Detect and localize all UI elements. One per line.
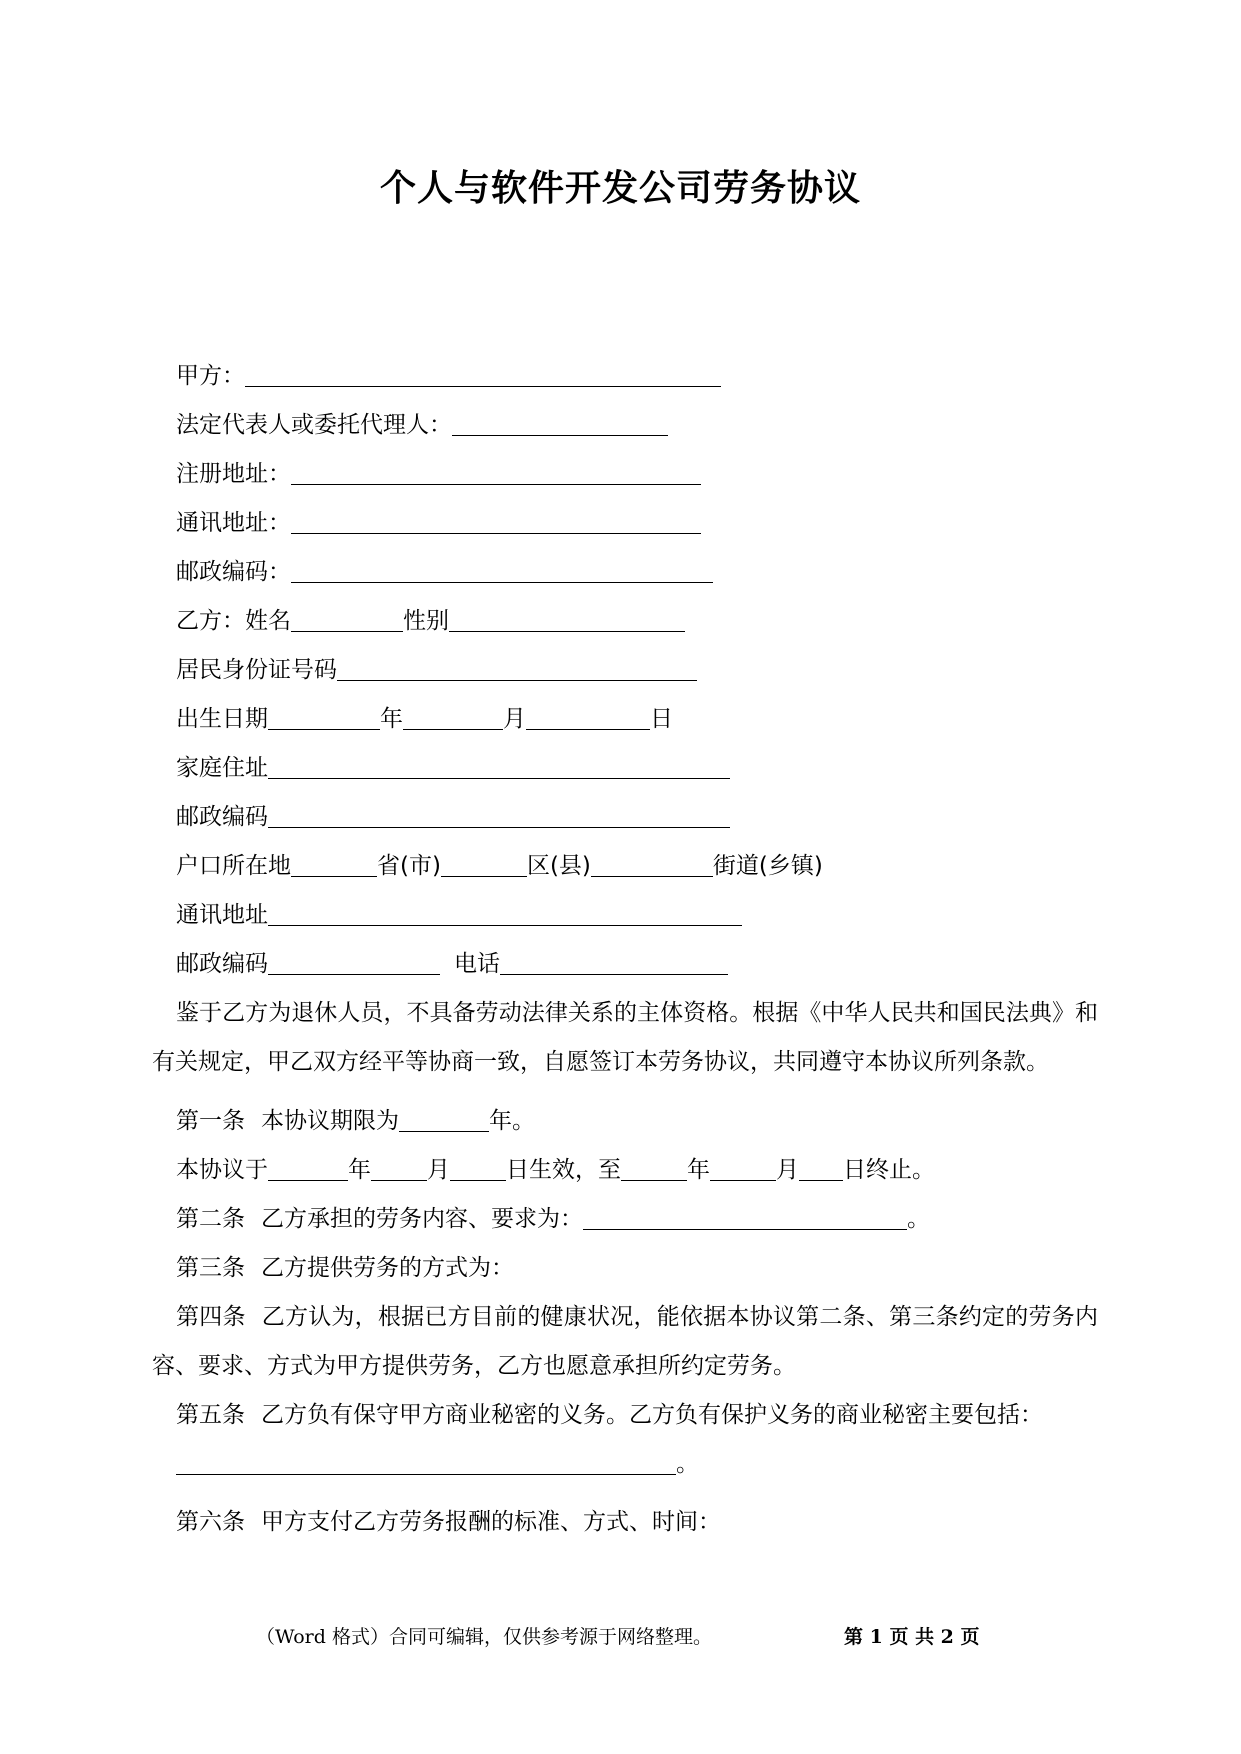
- gender-label: 性别: [403, 608, 449, 634]
- birth-day-label: 日: [650, 706, 673, 732]
- end-year-blank[interactable]: [621, 1153, 687, 1181]
- party-a-postal-code-blank[interactable]: [291, 555, 713, 583]
- article-6: [152, 1498, 1098, 1547]
- phone-blank[interactable]: [500, 947, 728, 975]
- article-1-number: 第一条: [176, 1108, 245, 1134]
- article-5-text: 乙方负有保守甲方商业秘密的义务。乙方负有保护义务的商业秘密主要包括：: [261, 1402, 1043, 1428]
- effective-period-line: [152, 1146, 1098, 1195]
- party-b-postal-code-label: 邮政编码: [176, 804, 268, 830]
- party-a-postal-code-line: [152, 548, 1098, 597]
- id-number-blank[interactable]: [337, 653, 697, 681]
- party-b-postal-code-label-2: 邮政编码: [176, 951, 268, 977]
- article-3: [152, 1244, 1098, 1293]
- birth-year-blank[interactable]: [268, 702, 380, 730]
- article-6-text: 甲方支付乙方劳务报酬的标准、方式、时间：: [261, 1509, 721, 1535]
- article-1: [152, 1097, 1098, 1146]
- article-2-text: 乙方承担的劳务内容、要求为：: [261, 1206, 583, 1232]
- gender-blank[interactable]: [449, 604, 685, 632]
- start-day-blank[interactable]: [450, 1153, 506, 1181]
- article-1-text: 本协议期限为: [261, 1108, 399, 1134]
- home-address-blank[interactable]: [268, 751, 730, 779]
- term-years-blank[interactable]: [399, 1104, 489, 1132]
- party-a-label: 甲方：: [176, 363, 245, 389]
- party-b-postal-code-blank-2[interactable]: [268, 947, 440, 975]
- trade-secret-line: [152, 1440, 1098, 1498]
- party-b-label: 乙方：: [176, 608, 245, 634]
- labor-content-blank[interactable]: [583, 1202, 907, 1230]
- party-a-mailing-address-blank[interactable]: [291, 506, 701, 534]
- end-month-blank[interactable]: [710, 1153, 776, 1181]
- representative-label: 法定代表人或委托代理人：: [176, 412, 452, 438]
- termination-label: 日终止。: [843, 1157, 935, 1183]
- article-6-number: 第六条: [176, 1509, 245, 1535]
- article-5: [152, 1391, 1098, 1440]
- registered-address-blank[interactable]: [291, 457, 701, 485]
- street-label: 街道(乡镇): [712, 853, 823, 879]
- article-3-text: 乙方提供劳务的方式为：: [261, 1255, 514, 1281]
- effective-label: 日生效，至: [506, 1157, 621, 1183]
- party-b-mailing-address-line: [152, 891, 1098, 940]
- party-b-mailing-address-label: 通讯地址: [176, 902, 268, 928]
- effective-prefix: 本协议于: [176, 1157, 268, 1183]
- birth-month-blank[interactable]: [403, 702, 503, 730]
- preamble-paragraph: 鉴于乙方为退休人员，不具备劳动法律关系的主体资格。根据《中华人民共和国民法典》和有关规定，甲乙双方经平等协商一致，自愿签订本劳务协议，共同遵守本协议所列条款。: [152, 1000, 1098, 1075]
- document-title: 个人与软件开发公司劳务协议: [379, 168, 861, 209]
- hukou-label: 户口所在地: [176, 853, 291, 879]
- party-a-blank[interactable]: [245, 359, 721, 387]
- district-label: 区(县): [526, 853, 591, 879]
- registered-address-line: [152, 450, 1098, 499]
- start-year-blank[interactable]: [268, 1153, 348, 1181]
- end-month-label: 月: [776, 1157, 799, 1183]
- party-a-mailing-address-line: [152, 499, 1098, 548]
- page-number: 第 1 页 共 2 页: [844, 1626, 980, 1648]
- party-a-line: [152, 352, 1098, 401]
- footer-note: （Word 格式）合同可编辑，仅供参考源于网络整理。: [256, 1626, 712, 1648]
- representative-line: [152, 401, 1098, 450]
- phone-label: 电话: [454, 951, 500, 977]
- end-day-blank[interactable]: [799, 1153, 843, 1181]
- name-blank[interactable]: [291, 604, 403, 632]
- province-label: 省(市): [377, 853, 441, 879]
- hukou-line: [152, 842, 1098, 891]
- trade-secret-blank[interactable]: [176, 1447, 676, 1475]
- article-2-end: 。: [907, 1206, 930, 1232]
- id-number-line: [152, 646, 1098, 695]
- representative-blank[interactable]: [452, 408, 668, 436]
- article-3-number: 第三条: [176, 1255, 245, 1281]
- name-label: 姓名: [245, 608, 291, 634]
- article-5-number: 第五条: [176, 1402, 245, 1428]
- article-5-end: 。: [676, 1451, 699, 1477]
- article-2-number: 第二条: [176, 1206, 245, 1232]
- party-b-mailing-address-blank[interactable]: [268, 898, 742, 926]
- birth-month-label: 月: [503, 706, 526, 732]
- party-b-name-line: [152, 597, 1098, 646]
- article-1-unit: 年。: [489, 1108, 535, 1134]
- contract-body: [152, 352, 1098, 1547]
- party-a-postal-code-label: 邮政编码：: [176, 559, 291, 585]
- article-4-text: 乙方认为，根据已方目前的健康状况，能依据本协议第二条、第三条约定的劳务内容、要求、方式为甲方提供劳务，乙方也愿意承担所约定劳务。: [152, 1304, 1099, 1379]
- registered-address-label: 注册地址：: [176, 461, 291, 487]
- start-year-label: 年: [348, 1157, 371, 1183]
- birth-year-label: 年: [380, 706, 403, 732]
- home-address-line: [152, 744, 1098, 793]
- start-month-label: 月: [427, 1157, 450, 1183]
- article-4: [152, 1293, 1098, 1391]
- article-4-number: 第四条: [176, 1304, 246, 1330]
- id-number-label: 居民身份证号码: [176, 657, 337, 683]
- birth-label: 出生日期: [176, 706, 268, 732]
- party-b-postal-code-line: [152, 793, 1098, 842]
- end-year-label: 年: [687, 1157, 710, 1183]
- party-b-postal-code-blank[interactable]: [268, 800, 730, 828]
- start-month-blank[interactable]: [371, 1153, 427, 1181]
- district-blank[interactable]: [441, 849, 527, 877]
- province-blank[interactable]: [291, 849, 377, 877]
- article-2: [152, 1195, 1098, 1244]
- home-address-label: 家庭住址: [176, 755, 268, 781]
- postal-phone-line: [152, 940, 1098, 989]
- birth-date-line: [152, 695, 1098, 744]
- street-blank[interactable]: [591, 849, 713, 877]
- birth-day-blank[interactable]: [526, 702, 650, 730]
- party-a-mailing-address-label: 通讯地址：: [176, 510, 291, 536]
